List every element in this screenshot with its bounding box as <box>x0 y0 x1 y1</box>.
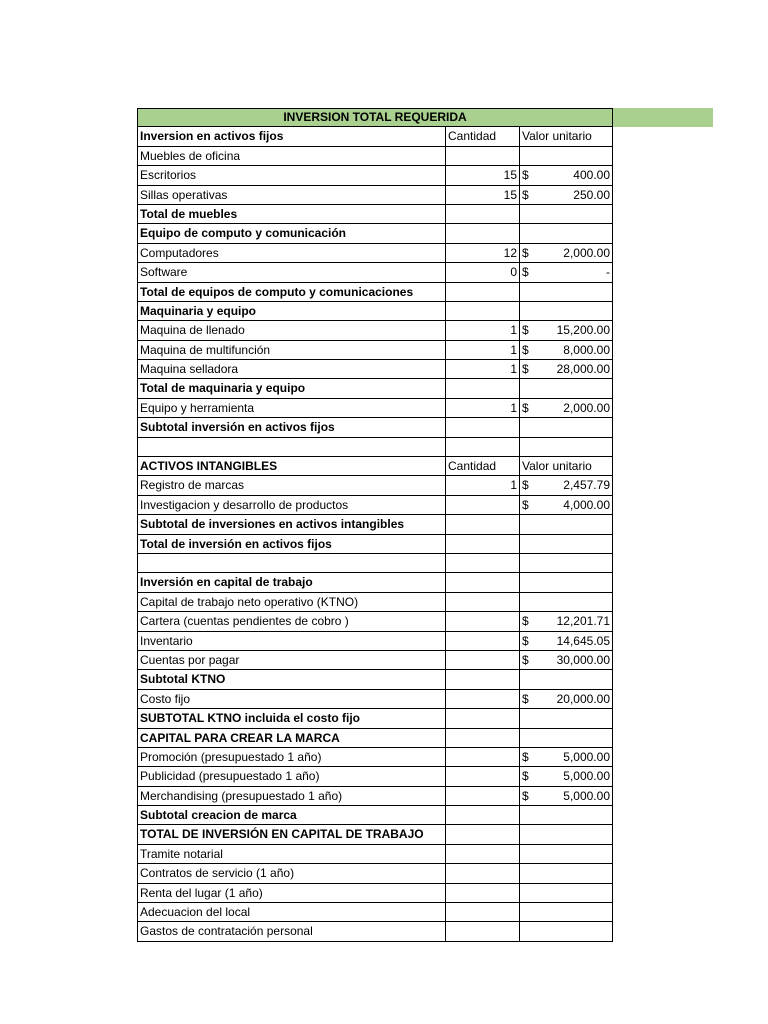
row-label-cell[interactable]: Capital de trabajo neto operativo (KTNO) <box>137 593 445 612</box>
table-row <box>137 806 613 825</box>
table-row <box>137 573 613 592</box>
unit-value-cell[interactable] <box>519 418 613 437</box>
row-label-cell[interactable]: Cuentas por pagar <box>137 651 445 670</box>
table-row <box>137 690 613 709</box>
quantity-cell[interactable] <box>445 806 519 825</box>
row-label-cell[interactable]: SUBTOTAL KTNO incluida el costo fijo <box>137 709 445 728</box>
amount-value: 400.00 <box>573 168 610 183</box>
unit-value-cell[interactable] <box>519 244 613 263</box>
row-label-cell[interactable] <box>137 438 445 457</box>
table-row <box>137 476 613 495</box>
quantity-cell[interactable] <box>445 845 519 864</box>
unit-value-cell[interactable] <box>519 515 613 534</box>
unit-value-cell[interactable] <box>519 612 613 631</box>
unit-value-cell[interactable] <box>519 321 613 340</box>
table-row <box>137 864 613 883</box>
unit-value-cell[interactable] <box>519 767 613 786</box>
quantity-cell[interactable] <box>445 884 519 903</box>
unit-value-cell[interactable] <box>519 496 613 515</box>
row-label-cell[interactable]: Registro de marcas <box>137 476 445 495</box>
quantity-cell[interactable]: 1 <box>445 476 519 495</box>
table-row <box>137 263 613 282</box>
currency-symbol: Valor unitario <box>522 129 592 144</box>
quantity-cell[interactable] <box>445 612 519 631</box>
table-row <box>137 787 613 806</box>
quantity-cell[interactable] <box>445 535 519 554</box>
table-row <box>137 845 613 864</box>
table-row <box>137 418 613 437</box>
table-row <box>137 399 613 418</box>
unit-value-cell[interactable] <box>519 709 613 728</box>
currency-symbol: $ <box>522 788 529 803</box>
currency-symbol: $ <box>522 652 529 667</box>
amount-value: 14,645.05 <box>556 633 610 648</box>
table-row <box>137 186 613 205</box>
currency-symbol: $ <box>522 168 529 183</box>
currency-symbol: $ <box>522 633 529 648</box>
currency-symbol: $ <box>522 400 529 415</box>
row-label-cell[interactable]: Equipo y herramienta <box>137 399 445 418</box>
unit-value-cell[interactable] <box>519 535 613 554</box>
unit-value-cell[interactable] <box>519 884 613 903</box>
table-row <box>137 205 613 224</box>
unit-value-cell[interactable] <box>519 573 613 592</box>
amount-value: 15,200.00 <box>556 323 610 338</box>
quantity-cell[interactable] <box>445 903 519 922</box>
quantity-cell[interactable] <box>445 283 519 302</box>
quantity-cell[interactable]: 1 <box>445 341 519 360</box>
unit-value-cell[interactable] <box>519 166 613 185</box>
row-label-cell[interactable]: Subtotal creacion de marca <box>137 806 445 825</box>
table-body <box>137 127 613 941</box>
unit-value-cell[interactable] <box>519 748 613 767</box>
amount-value: 5,000.00 <box>563 769 610 784</box>
amount-value: 2,000.00 <box>563 245 610 260</box>
table-row <box>137 651 613 670</box>
unit-value-cell[interactable] <box>519 302 613 321</box>
quantity-cell[interactable]: 1 <box>445 360 519 379</box>
row-label-cell[interactable]: Promoción (presupuestado 1 año) <box>137 748 445 767</box>
row-label-cell[interactable]: ACTIVOS INTANGIBLES <box>137 457 445 476</box>
table-row <box>137 767 613 786</box>
currency-symbol: $ <box>522 769 529 784</box>
unit-value-cell[interactable] <box>519 593 613 612</box>
table-row <box>137 535 613 554</box>
quantity-cell[interactable] <box>445 379 519 398</box>
quantity-cell[interactable] <box>445 515 519 534</box>
unit-value-cell[interactable] <box>519 690 613 709</box>
unit-value-cell[interactable] <box>519 903 613 922</box>
row-label-cell[interactable]: Merchandising (presupuestado 1 año) <box>137 787 445 806</box>
quantity-cell[interactable] <box>445 864 519 883</box>
unit-value-cell[interactable] <box>519 127 613 146</box>
unit-value-cell[interactable] <box>519 825 613 844</box>
unit-value-cell[interactable] <box>519 224 613 243</box>
row-label-cell[interactable]: Renta del lugar (1 año) <box>137 884 445 903</box>
table-row <box>137 922 613 941</box>
unit-value-cell[interactable] <box>519 438 613 457</box>
amount-value: - <box>606 265 610 280</box>
currency-symbol: $ <box>522 478 529 493</box>
currency-symbol: $ <box>522 245 529 260</box>
sheet-title[interactable]: INVERSION TOTAL REQUERIDA <box>137 108 613 127</box>
table-row <box>137 884 613 903</box>
table-row <box>137 554 613 573</box>
row-label-cell[interactable]: Maquinaria y equipo <box>137 302 445 321</box>
currency-symbol: $ <box>522 323 529 338</box>
unit-value-cell[interactable] <box>519 632 613 651</box>
unit-value-cell[interactable] <box>519 341 613 360</box>
unit-value-cell[interactable] <box>519 651 613 670</box>
table-row <box>137 127 613 146</box>
quantity-cell[interactable] <box>445 205 519 224</box>
amount-value: 2,457.79 <box>563 478 610 493</box>
table-row <box>137 244 613 263</box>
row-label-cell[interactable] <box>137 554 445 573</box>
table-row <box>137 166 613 185</box>
table-row <box>137 457 613 476</box>
row-label-cell[interactable]: Subtotal KTNO <box>137 670 445 689</box>
row-label-cell[interactable]: Inversión en capital de trabajo <box>137 573 445 592</box>
table-row <box>137 748 613 767</box>
row-label-cell[interactable]: Total de muebles <box>137 205 445 224</box>
quantity-cell[interactable] <box>445 224 519 243</box>
quantity-cell[interactable] <box>445 438 519 457</box>
unit-value-cell[interactable] <box>519 670 613 689</box>
row-label-cell[interactable]: Maquina de llenado <box>137 321 445 340</box>
unit-value-cell[interactable] <box>519 379 613 398</box>
row-label-cell[interactable]: Software <box>137 263 445 282</box>
quantity-cell[interactable] <box>445 302 519 321</box>
unit-value-cell[interactable] <box>519 186 613 205</box>
quantity-cell[interactable]: 1 <box>445 321 519 340</box>
quantity-cell[interactable] <box>445 709 519 728</box>
row-label-cell[interactable]: Subtotal inversión en activos fijos <box>137 418 445 437</box>
unit-value-cell[interactable] <box>519 864 613 883</box>
quantity-cell[interactable] <box>445 690 519 709</box>
unit-value-cell[interactable] <box>519 787 613 806</box>
quantity-cell[interactable] <box>445 147 519 166</box>
quantity-cell[interactable]: 1 <box>445 399 519 418</box>
table-row <box>137 321 613 340</box>
amount-value: 20,000.00 <box>556 691 610 706</box>
row-label-cell[interactable]: Adecuacion del local <box>137 903 445 922</box>
quantity-cell[interactable]: Cantidad <box>445 127 519 146</box>
quantity-cell[interactable] <box>445 748 519 767</box>
row-label-cell[interactable]: Escritorios <box>137 166 445 185</box>
table-row <box>137 729 613 748</box>
currency-symbol: $ <box>522 342 529 357</box>
currency-symbol: $ <box>522 362 529 377</box>
amount-value: 28,000.00 <box>556 362 610 377</box>
table-row <box>137 438 613 457</box>
row-label-cell[interactable]: TOTAL DE INVERSIÓN EN CAPITAL DE TRABAJO <box>137 825 445 844</box>
row-label-cell[interactable]: Equipo de computo y comunicación <box>137 224 445 243</box>
amount-value: 4,000.00 <box>563 497 610 512</box>
row-label-cell[interactable]: Cartera (cuentas pendientes de cobro ) <box>137 612 445 631</box>
row-label-cell[interactable]: Muebles de oficina <box>137 147 445 166</box>
quantity-cell[interactable] <box>445 496 519 515</box>
row-label-cell[interactable]: Sillas operativas <box>137 186 445 205</box>
unit-value-cell[interactable] <box>519 399 613 418</box>
quantity-cell[interactable]: 0 <box>445 263 519 282</box>
amount-value: 2,000.00 <box>563 400 610 415</box>
unit-value-cell[interactable] <box>519 457 613 476</box>
row-label-cell[interactable]: Maquina selladora <box>137 360 445 379</box>
table-row <box>137 825 613 844</box>
unit-value-cell[interactable] <box>519 147 613 166</box>
amount-value: 8,000.00 <box>563 342 610 357</box>
unit-value-cell[interactable] <box>519 283 613 302</box>
currency-symbol: $ <box>522 187 529 202</box>
quantity-cell[interactable] <box>445 651 519 670</box>
row-label-cell[interactable]: Total de inversión en activos fijos <box>137 535 445 554</box>
amount-value: 30,000.00 <box>556 652 610 667</box>
quantity-cell[interactable] <box>445 573 519 592</box>
row-label-cell[interactable]: CAPITAL PARA CREAR LA MARCA <box>137 729 445 748</box>
currency-symbol: $ <box>522 265 529 280</box>
table-row <box>137 496 613 515</box>
unit-value-cell[interactable] <box>519 554 613 573</box>
table-row <box>137 709 613 728</box>
table-row <box>137 360 613 379</box>
currency-symbol: $ <box>522 497 529 512</box>
row-label-cell[interactable]: Gastos de contratación personal <box>137 922 445 941</box>
row-label-cell[interactable]: Maquina de multifunción <box>137 341 445 360</box>
currency-symbol: Valor unitario <box>522 459 592 474</box>
row-label-cell[interactable]: Subtotal de inversiones en activos intangibles <box>137 515 445 534</box>
quantity-cell[interactable] <box>445 554 519 573</box>
table-row <box>137 379 613 398</box>
quantity-cell[interactable]: 12 <box>445 244 519 263</box>
quantity-cell[interactable] <box>445 922 519 941</box>
row-label-cell[interactable]: Costo fijo <box>137 690 445 709</box>
row-label-cell[interactable]: Inventario <box>137 632 445 651</box>
row-label-cell[interactable]: Contratos de servicio (1 año) <box>137 864 445 883</box>
currency-symbol: $ <box>522 614 529 629</box>
quantity-cell[interactable] <box>445 767 519 786</box>
amount-value: 12,201.71 <box>556 614 610 629</box>
quantity-cell[interactable]: 15 <box>445 186 519 205</box>
amount-value: 250.00 <box>573 187 610 202</box>
table-row <box>137 224 613 243</box>
row-label-cell[interactable]: Total de maquinaria y equipo <box>137 379 445 398</box>
amount-value: 5,000.00 <box>563 788 610 803</box>
unit-value-cell[interactable] <box>519 360 613 379</box>
table-row <box>137 302 613 321</box>
unit-value-cell[interactable] <box>519 205 613 224</box>
quantity-cell[interactable] <box>445 729 519 748</box>
table-row <box>137 515 613 534</box>
quantity-cell[interactable] <box>445 787 519 806</box>
quantity-cell[interactable] <box>445 825 519 844</box>
table-row <box>137 632 613 651</box>
table-row <box>137 612 613 631</box>
row-label-cell[interactable]: Publicidad (presupuestado 1 año) <box>137 767 445 786</box>
table-row <box>137 341 613 360</box>
table-row <box>137 593 613 612</box>
quantity-cell[interactable] <box>445 670 519 689</box>
unit-value-cell[interactable] <box>519 263 613 282</box>
table-row <box>137 283 613 302</box>
unit-value-cell[interactable] <box>519 922 613 941</box>
amount-value: 5,000.00 <box>563 749 610 764</box>
table-row <box>137 670 613 689</box>
table-row <box>137 903 613 922</box>
quantity-cell[interactable]: Cantidad <box>445 457 519 476</box>
unit-value-cell[interactable] <box>519 845 613 864</box>
unit-value-cell[interactable] <box>519 476 613 495</box>
quantity-cell[interactable] <box>445 593 519 612</box>
table-row <box>137 147 613 166</box>
row-label-cell[interactable]: Investigacion y desarrollo de productos <box>137 496 445 515</box>
row-label-cell[interactable]: Computadores <box>137 244 445 263</box>
quantity-cell[interactable] <box>445 632 519 651</box>
quantity-cell[interactable] <box>445 418 519 437</box>
row-label-cell[interactable]: Total de equipos de computo y comunicaciones <box>137 283 445 302</box>
currency-symbol: $ <box>522 691 529 706</box>
unit-value-cell[interactable] <box>519 806 613 825</box>
row-label-cell[interactable]: Inversion en activos fijos <box>137 127 445 146</box>
row-label-cell[interactable]: Tramite notarial <box>137 845 445 864</box>
quantity-cell[interactable]: 15 <box>445 166 519 185</box>
unit-value-cell[interactable] <box>519 729 613 748</box>
currency-symbol: $ <box>522 749 529 764</box>
